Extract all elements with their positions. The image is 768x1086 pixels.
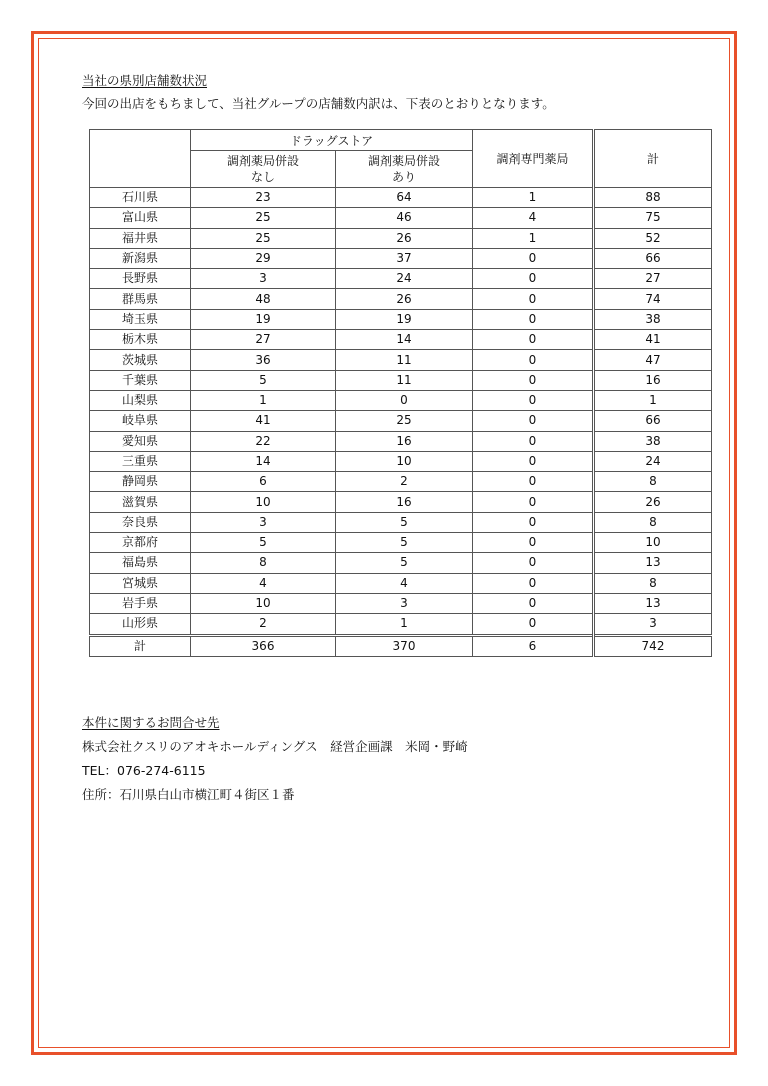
prefecture-cell: 山梨県 bbox=[90, 390, 191, 410]
prefecture-cell: 新潟県 bbox=[90, 248, 191, 268]
prefecture-cell: 静岡県 bbox=[90, 472, 191, 492]
dispensing-pharmacy-cell: 0 bbox=[473, 553, 594, 573]
intro-text: 今回の出店をもちまして、当社グループの店舗数内訳は、下表のとおりとなります。 bbox=[82, 96, 555, 111]
dispensing-pharmacy-cell: 0 bbox=[473, 451, 594, 471]
without-dispensing-cell: 19 bbox=[191, 309, 336, 329]
contact-tel: TEL：076-274-6115 bbox=[82, 763, 206, 778]
grand-total-cell: 742 bbox=[594, 635, 712, 656]
table-row bbox=[90, 390, 712, 410]
prefecture-cell: 福島県 bbox=[90, 553, 191, 573]
total-cell: 24 bbox=[594, 451, 712, 471]
with-dispensing-cell: 0 bbox=[336, 390, 473, 410]
header-without-dispensing bbox=[191, 151, 336, 188]
prefecture-cell: 岩手県 bbox=[90, 593, 191, 613]
total-cell: 66 bbox=[594, 248, 712, 268]
with-dispensing-cell: 19 bbox=[336, 309, 473, 329]
with-dispensing-cell: 3 bbox=[336, 593, 473, 613]
dispensing-pharmacy-cell: 0 bbox=[473, 350, 594, 370]
total-cell: 10 bbox=[594, 533, 712, 553]
without-dispensing-cell: 25 bbox=[191, 208, 336, 228]
section-title: 当社の県別店舗数状況 bbox=[82, 73, 208, 88]
without-dispensing-cell: 5 bbox=[191, 370, 336, 390]
prefecture-cell: 千葉県 bbox=[90, 370, 191, 390]
prefecture-cell: 京都府 bbox=[90, 533, 191, 553]
dispensing-pharmacy-cell: 4 bbox=[473, 208, 594, 228]
without-dispensing-cell: 41 bbox=[191, 411, 336, 431]
with-dispensing-cell: 16 bbox=[336, 492, 473, 512]
table-row bbox=[90, 248, 712, 268]
store-count-table bbox=[89, 129, 712, 657]
table-row bbox=[90, 593, 712, 613]
header-with-dispensing-line2: あり bbox=[391, 170, 416, 184]
total-without-dispensing-cell: 366 bbox=[191, 635, 336, 656]
table-row bbox=[90, 451, 712, 471]
dispensing-pharmacy-cell: 0 bbox=[473, 390, 594, 410]
dispensing-pharmacy-cell: 0 bbox=[473, 593, 594, 613]
without-dispensing-cell: 48 bbox=[191, 289, 336, 309]
without-dispensing-cell: 1 bbox=[191, 390, 336, 410]
with-dispensing-cell: 5 bbox=[336, 553, 473, 573]
without-dispensing-cell: 14 bbox=[191, 451, 336, 471]
with-dispensing-cell: 5 bbox=[336, 512, 473, 532]
total-cell: 74 bbox=[594, 289, 712, 309]
without-dispensing-cell: 10 bbox=[191, 492, 336, 512]
prefecture-cell: 茨城県 bbox=[90, 350, 191, 370]
table-row bbox=[90, 512, 712, 532]
total-cell: 3 bbox=[594, 614, 712, 635]
dispensing-pharmacy-cell: 1 bbox=[473, 228, 594, 248]
prefecture-cell: 三重県 bbox=[90, 451, 191, 471]
dispensing-pharmacy-cell: 0 bbox=[473, 370, 594, 390]
total-cell: 88 bbox=[594, 188, 712, 208]
without-dispensing-cell: 3 bbox=[191, 269, 336, 289]
prefecture-cell: 滋賀県 bbox=[90, 492, 191, 512]
dispensing-pharmacy-cell: 0 bbox=[473, 533, 594, 553]
contact-title: 本件に関するお問合せ先 bbox=[82, 715, 220, 730]
total-cell: 8 bbox=[594, 512, 712, 532]
total-cell: 13 bbox=[594, 593, 712, 613]
header-with-dispensing-line1: 調剤薬局併設 bbox=[367, 154, 440, 168]
table-row bbox=[90, 350, 712, 370]
contact-address: 住所：石川県白山市横江町４街区１番 bbox=[82, 787, 295, 802]
without-dispensing-cell: 4 bbox=[191, 573, 336, 593]
prefecture-cell: 愛知県 bbox=[90, 431, 191, 451]
without-dispensing-cell: 3 bbox=[191, 512, 336, 532]
total-cell: 13 bbox=[594, 553, 712, 573]
prefecture-cell: 岐阜県 bbox=[90, 411, 191, 431]
with-dispensing-cell: 14 bbox=[336, 330, 473, 350]
table-row bbox=[90, 411, 712, 431]
header-total: 計 bbox=[594, 130, 712, 188]
dispensing-pharmacy-cell: 0 bbox=[473, 309, 594, 329]
table-row bbox=[90, 573, 712, 593]
total-cell: 38 bbox=[594, 431, 712, 451]
prefecture-cell: 石川県 bbox=[90, 188, 191, 208]
with-dispensing-cell: 46 bbox=[336, 208, 473, 228]
total-cell: 47 bbox=[594, 350, 712, 370]
without-dispensing-cell: 10 bbox=[191, 593, 336, 613]
total-cell: 8 bbox=[594, 573, 712, 593]
header-drugstore: ドラッグストア bbox=[191, 130, 473, 151]
without-dispensing-cell: 36 bbox=[191, 350, 336, 370]
table-row bbox=[90, 472, 712, 492]
dispensing-pharmacy-cell: 0 bbox=[473, 512, 594, 532]
table-row bbox=[90, 370, 712, 390]
total-cell: 52 bbox=[594, 228, 712, 248]
total-dispensing-pharmacy-cell: 6 bbox=[473, 635, 594, 656]
without-dispensing-cell: 25 bbox=[191, 228, 336, 248]
with-dispensing-cell: 5 bbox=[336, 533, 473, 553]
table-row bbox=[90, 553, 712, 573]
with-dispensing-cell: 10 bbox=[336, 451, 473, 471]
table-row bbox=[90, 269, 712, 289]
dispensing-pharmacy-cell: 0 bbox=[473, 472, 594, 492]
total-cell: 1 bbox=[594, 390, 712, 410]
with-dispensing-cell: 37 bbox=[336, 248, 473, 268]
dispensing-pharmacy-cell: 1 bbox=[473, 188, 594, 208]
total-cell: 16 bbox=[594, 370, 712, 390]
total-cell: 38 bbox=[594, 309, 712, 329]
table-row bbox=[90, 188, 712, 208]
table-row bbox=[90, 431, 712, 451]
total-cell: 8 bbox=[594, 472, 712, 492]
contact-company: 株式会社クスリのアオキホールディングス 経営企画課 米岡・野崎 bbox=[82, 739, 468, 754]
with-dispensing-cell: 1 bbox=[336, 614, 473, 635]
dispensing-pharmacy-cell: 0 bbox=[473, 330, 594, 350]
prefecture-cell: 奈良県 bbox=[90, 512, 191, 532]
prefecture-cell: 埼玉県 bbox=[90, 309, 191, 329]
total-with-dispensing-cell: 370 bbox=[336, 635, 473, 656]
with-dispensing-cell: 25 bbox=[336, 411, 473, 431]
total-row bbox=[90, 635, 712, 656]
dispensing-pharmacy-cell: 0 bbox=[473, 411, 594, 431]
dispensing-pharmacy-cell: 0 bbox=[473, 431, 594, 451]
without-dispensing-cell: 5 bbox=[191, 533, 336, 553]
table-row bbox=[90, 289, 712, 309]
dispensing-pharmacy-cell: 0 bbox=[473, 269, 594, 289]
total-label-cell: 計 bbox=[90, 635, 191, 656]
table-row bbox=[90, 309, 712, 329]
prefecture-cell: 富山県 bbox=[90, 208, 191, 228]
with-dispensing-cell: 4 bbox=[336, 573, 473, 593]
dispensing-pharmacy-cell: 0 bbox=[473, 492, 594, 512]
without-dispensing-cell: 23 bbox=[191, 188, 336, 208]
prefecture-cell: 山形県 bbox=[90, 614, 191, 635]
dispensing-pharmacy-cell: 0 bbox=[473, 248, 594, 268]
without-dispensing-cell: 8 bbox=[191, 553, 336, 573]
header-empty-cell bbox=[90, 130, 191, 188]
table-row bbox=[90, 492, 712, 512]
with-dispensing-cell: 64 bbox=[336, 188, 473, 208]
dispensing-pharmacy-cell: 0 bbox=[473, 573, 594, 593]
header-dispensing-pharmacy: 調剤専門薬局 bbox=[473, 130, 594, 188]
with-dispensing-cell: 24 bbox=[336, 269, 473, 289]
without-dispensing-cell: 2 bbox=[191, 614, 336, 635]
table-row bbox=[90, 614, 712, 635]
with-dispensing-cell: 26 bbox=[336, 228, 473, 248]
total-cell: 66 bbox=[594, 411, 712, 431]
total-cell: 75 bbox=[594, 208, 712, 228]
with-dispensing-cell: 2 bbox=[336, 472, 473, 492]
without-dispensing-cell: 6 bbox=[191, 472, 336, 492]
dispensing-pharmacy-cell: 0 bbox=[473, 614, 594, 635]
with-dispensing-cell: 11 bbox=[336, 350, 473, 370]
without-dispensing-cell: 29 bbox=[191, 248, 336, 268]
without-dispensing-cell: 22 bbox=[191, 431, 336, 451]
total-cell: 41 bbox=[594, 330, 712, 350]
prefecture-cell: 長野県 bbox=[90, 269, 191, 289]
table-row bbox=[90, 228, 712, 248]
with-dispensing-cell: 11 bbox=[336, 370, 473, 390]
table-row bbox=[90, 330, 712, 350]
dispensing-pharmacy-cell: 0 bbox=[473, 289, 594, 309]
header-without-dispensing-line2: なし bbox=[250, 170, 275, 184]
with-dispensing-cell: 26 bbox=[336, 289, 473, 309]
table-row bbox=[90, 533, 712, 553]
with-dispensing-cell: 16 bbox=[336, 431, 473, 451]
prefecture-cell: 栃木県 bbox=[90, 330, 191, 350]
table-row bbox=[90, 208, 712, 228]
without-dispensing-cell: 27 bbox=[191, 330, 336, 350]
total-cell: 26 bbox=[594, 492, 712, 512]
prefecture-cell: 福井県 bbox=[90, 228, 191, 248]
header-with-dispensing bbox=[336, 151, 473, 188]
prefecture-cell: 群馬県 bbox=[90, 289, 191, 309]
total-cell: 27 bbox=[594, 269, 712, 289]
header-without-dispensing-line1: 調剤薬局併設 bbox=[226, 154, 299, 168]
prefecture-cell: 宮城県 bbox=[90, 573, 191, 593]
